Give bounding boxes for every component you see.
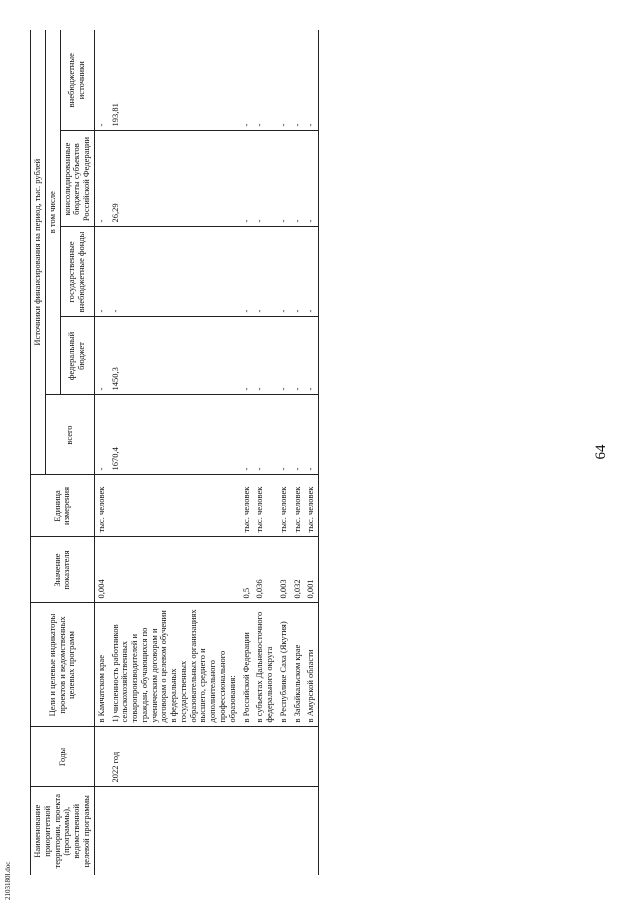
cell-name [253,787,277,875]
cell-total: - [304,395,318,475]
cell-regional: - [253,131,277,227]
cell-offbudget: - [253,30,277,131]
cell-year: 2022 год [109,727,240,787]
header-total: всего [45,395,94,475]
cell-total: - [240,395,254,475]
cell-offbudget: 193,81 [109,30,240,131]
cell-unit [109,475,240,537]
cell-offbudget: - [240,30,254,131]
cell-year [291,727,305,787]
table-row [291,30,305,875]
document-code: 2103180l.doc [4,861,12,900]
header-years: Годы [31,727,95,787]
cell-federal: - [291,317,305,395]
cell-regional: - [240,131,254,227]
cell-federal: - [253,317,277,395]
table-row [109,30,240,875]
cell-unit: тыс. человек [277,475,291,537]
cell-state-funds: - [277,227,291,317]
header-unit: Единица измерения [31,475,95,537]
cell-year [240,727,254,787]
cell-state-funds: - [109,227,240,317]
cell-value: 0,003 [277,537,291,603]
cell-federal: - [277,317,291,395]
cell-state-funds: - [94,227,108,317]
cell-regional: - [291,131,305,227]
cell-name [240,787,254,875]
table-header [31,30,95,875]
cell-regional: - [277,131,291,227]
cell-state-funds: - [253,227,277,317]
cell-name [109,787,240,875]
header-federal: федеральный бюджет [60,317,94,395]
cell-year [304,727,318,787]
cell-value: 0,001 [304,537,318,603]
cell-value: 0,5 [240,537,254,603]
header-offbudget: внебюджетные источники [60,30,94,131]
cell-year [277,727,291,787]
cell-offbudget: - [291,30,305,131]
cell-year [253,727,277,787]
cell-federal: 1450,3 [109,317,240,395]
cell-regional: - [94,131,108,227]
cell-name [277,787,291,875]
page-number: 64 [593,444,609,460]
cell-unit: тыс. человек [240,475,254,537]
cell-total: - [291,395,305,475]
header-funding-group: Источники финансирования на период, тыс. рублей [31,30,46,475]
cell-total: 1670,4 [109,395,240,475]
table-row [240,30,254,875]
cell-unit: тыс. человек [253,475,277,537]
cell-goal: в Камчатском крае [94,603,108,727]
cell-goal: в субъектах Дальневосточного федерального округа [253,603,277,727]
cell-value: 0,032 [291,537,305,603]
cell-state-funds: - [240,227,254,317]
cell-regional: - [304,131,318,227]
cell-value: 0,036 [253,537,277,603]
cell-name [304,787,318,875]
financing-table [30,30,319,875]
cell-goal: в Республике Саха (Якутия) [277,603,291,727]
cell-total: - [277,395,291,475]
cell-offbudget: - [304,30,318,131]
table-row [277,30,291,875]
header-regional: консолидированные бюджеты субъектов Российской Федерации [60,131,94,227]
cell-total: - [253,395,277,475]
cell-unit: тыс. человек [291,475,305,537]
header-value: Значение показателя [31,537,95,603]
cell-unit: тыс. человек [94,475,108,537]
cell-value [109,537,240,603]
cell-state-funds: - [304,227,318,317]
cell-goal: 1) численность работников сельскохозяйственных товаропроизводителей и граждан, обучающихся по ученическим договорам и договорам о целевом обучении в федеральных государственных образовательных организациях высшего, среднего и дополнительного профессионального образования: [109,603,240,727]
table-row [253,30,277,875]
cell-value: 0,004 [94,537,108,603]
cell-year [94,727,108,787]
header-name: Наименование приоритетной территории, проекта (программы), ведомственной целевой программы [31,787,95,875]
cell-regional: 26,29 [109,131,240,227]
cell-offbudget: - [94,30,108,131]
header-in-that: в том числе [45,30,60,395]
table-body [94,30,318,875]
cell-goal: в Забайкальском крае [291,603,305,727]
table-row [304,30,318,875]
cell-federal: - [240,317,254,395]
cell-unit: тыс. человек [304,475,318,537]
cell-total: - [94,395,108,475]
cell-federal: - [304,317,318,395]
cell-federal: - [94,317,108,395]
cell-name [291,787,305,875]
cell-state-funds: - [291,227,305,317]
cell-name [94,787,108,875]
header-state-funds: государственные внебюджетные фонды [60,227,94,317]
header-goals: Цели и целевые индикаторы проектов и ведомственных целевых программ [31,603,95,727]
cell-goal: в Российской Федерации [240,603,254,727]
cell-goal: в Амурской области [304,603,318,727]
table-row [94,30,108,875]
cell-offbudget: - [277,30,291,131]
